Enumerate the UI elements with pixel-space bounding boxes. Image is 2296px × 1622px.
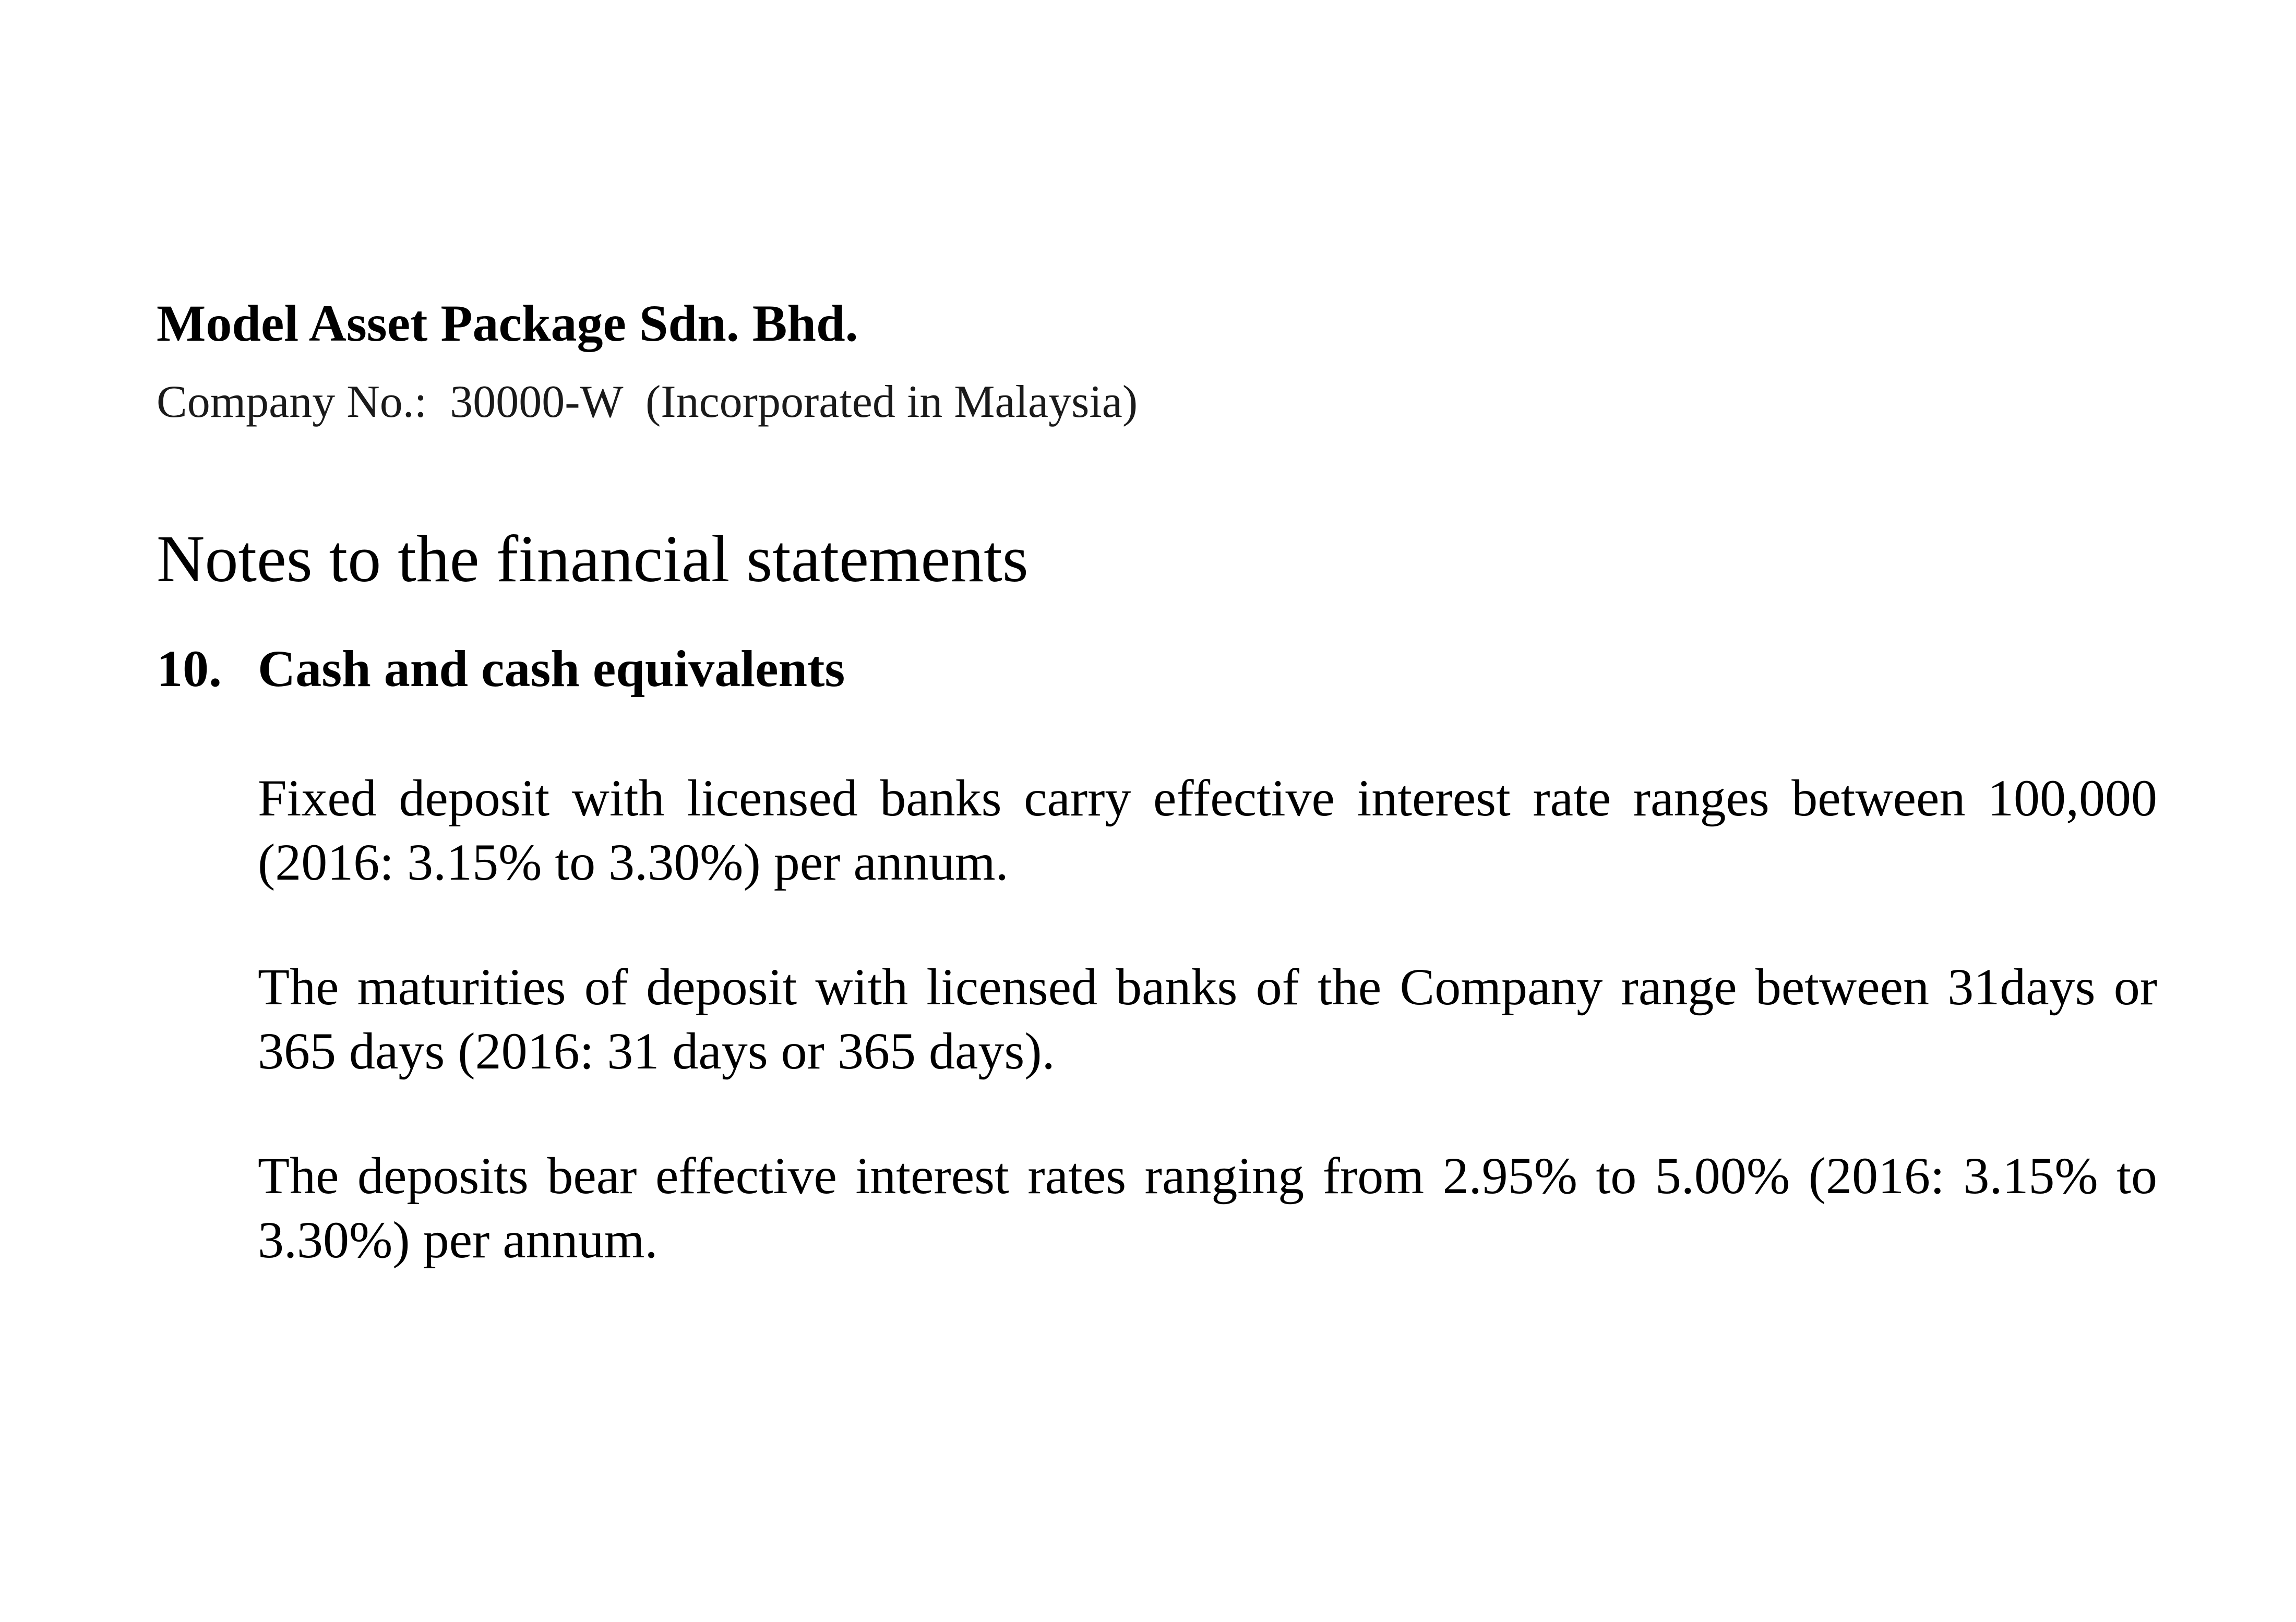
section-title: Cash and cash equivalents [258,640,845,698]
paragraph-fixed-deposit: Fixed deposit with licensed banks carry effective interest rate ranges between 100,000 (2016: 3.15% to 3.30%) per annum. [258,769,2157,891]
notes-title: Notes to the financial statements [157,522,1029,596]
paragraph-maturities: The maturities of deposit with licensed banks of the Company range between 31days or 365 days (2016: 31 days or 365 days). [258,958,2157,1080]
section-heading [157,638,845,700]
company-name: Model Asset Package Sdn. Bhd. [157,294,858,352]
company-subtitle: Company No.: 30000-W (Incorporated in Malaysia) [157,377,1138,427]
paragraph-interest-rates: The deposits bear effective interest rates ranging from 2.95% to 5.00% (2016: 3.15% to 3.30%) per annum. [258,1147,2157,1269]
section-number: 10. [157,640,222,698]
